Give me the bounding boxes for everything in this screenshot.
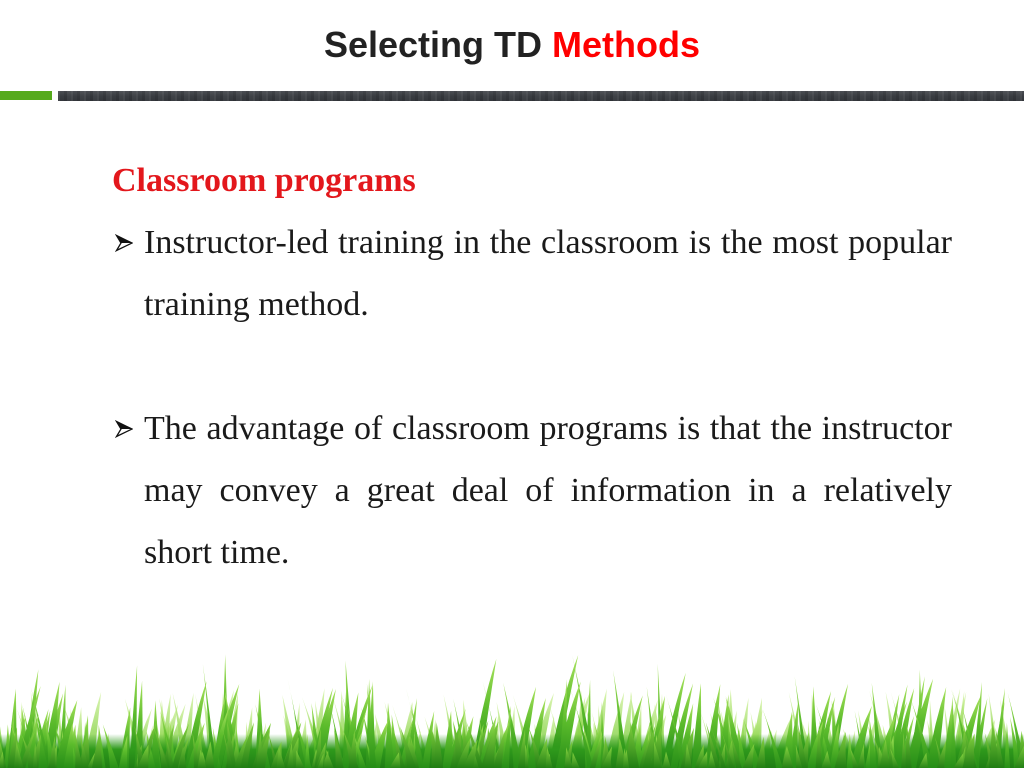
bullet-line: training method. bbox=[144, 286, 369, 323]
title-underline-green-accent bbox=[0, 91, 52, 100]
slide-title bbox=[0, 22, 1024, 68]
bullet-line: may convey a great deal of information in a relatively bbox=[144, 472, 952, 509]
section-heading: Classroom programs bbox=[112, 162, 416, 199]
grass-decoration bbox=[0, 638, 1024, 768]
arrowhead-bullet-icon bbox=[115, 420, 133, 438]
arrowhead-bullet-icon bbox=[115, 234, 133, 252]
bullet-line: The advantage of classroom programs is that the instructor bbox=[144, 410, 952, 447]
title-underline-dark-bar bbox=[58, 91, 1024, 101]
bullet-line: short time. bbox=[144, 534, 290, 571]
slide-title-main: Selecting TD bbox=[323, 24, 543, 65]
slide-body bbox=[0, 150, 1024, 584]
bullet-item bbox=[144, 398, 952, 584]
bullet-item bbox=[144, 212, 952, 336]
slide-title-accent: Methods bbox=[552, 24, 701, 65]
bullet-line: Instructor-led training in the classroom is the most popular bbox=[144, 224, 952, 261]
